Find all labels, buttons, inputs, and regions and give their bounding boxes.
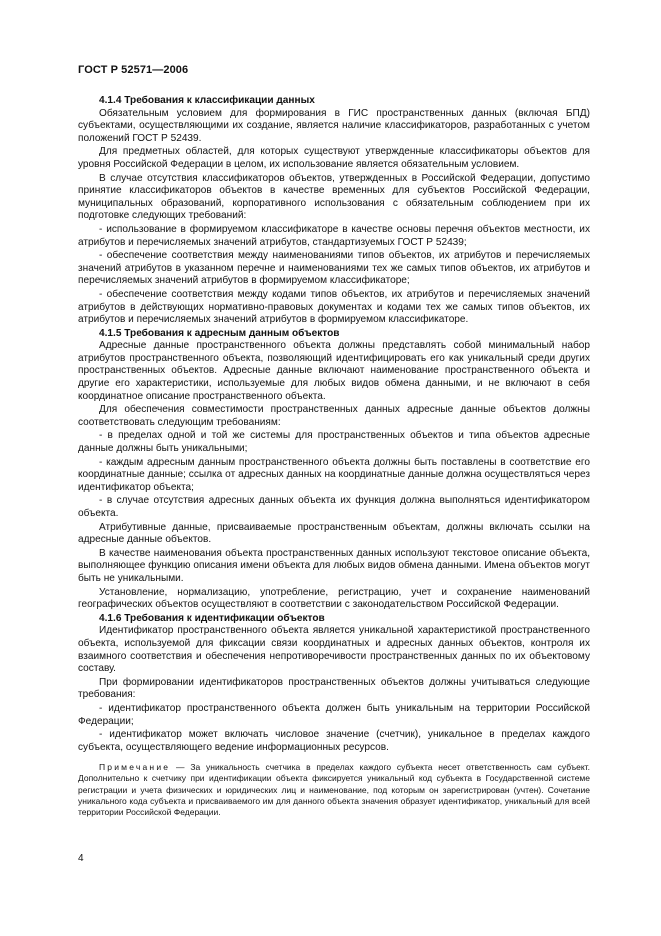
paragraph: Адресные данные пространственного объекта должны представлять собой минимальный набор атрибутов пространственного объекта, позволяющий идентифицировать его как уникальный среди других пространственных объектов. Адресные данные включают наименование пространственного объекта и другие его характеристики, используемые для любых видов обмена данными, и не включают в себя координатное описание пространственного объекта. — [78, 340, 590, 402]
paragraph: Для предметных областей, для которых существуют утвержденные классификаторы объектов для уровня Российской Федерации в целом, их использование является обязательным условием. — [78, 146, 590, 170]
paragraph: Идентификатор пространственного объекта является уникальной характеристикой пространственного объекта, используемой для фиксации связи координатных и адресных данных объектов, контроля их взаимного соответствия и обеспечения непротиворечивости пространственных данных по их объектовому составу. — [78, 625, 590, 675]
document-body — [78, 95, 590, 819]
section-heading-4-1-5: 4.1.5 Требования к адресным данным объектов — [99, 327, 340, 339]
list-item: - обеспечение соответствия между наименованиями типов объектов, их атрибутов и перечисляемых значений атрибутов в указанном перечне и наименованиями тех же самых типов объектов, их атрибутов и перечисляемых значений атрибутов в формируемом классификаторе; — [78, 250, 590, 287]
list-item: - обеспечение соответствия между кодами типов объектов, их атрибутов и перечисляемых значений атрибутов в действующих нормативно-правовых документах и кодами тех же самых типов объектов, их атрибутов и перечисляемых значений атрибутов в формируемом классификаторе. — [78, 288, 590, 326]
list-item: - идентификатор пространственного объекта должен быть уникальным на территории Российской Федерации; — [78, 702, 590, 727]
document-header: ГОСТ Р 52571—2006 — [78, 64, 189, 76]
note-label: Примечание — [99, 762, 171, 773]
list-item: - идентификатор может включать числовое значение (счетчик), уникальное в пределах каждого субъекта, осуществляющего ведение информационных ресурсов. — [78, 729, 590, 753]
paragraph: Атрибутивные данные, присваиваемые пространственным объектам, должны включать ссылки на адресные данные объектов. — [78, 521, 590, 546]
list-item: - в случае отсутствия адресных данных объекта их функция должна выполняться идентификатором объекта. — [78, 495, 590, 519]
list-item: - использование в формируемом классификаторе в качестве основы перечня объектов местности, их атрибутов и перечисляемых значений атрибутов, стандартизуемых ГОСТ Р 52439; — [78, 223, 590, 248]
note — [78, 762, 590, 818]
paragraph: В качестве наименования объекта пространственных данных используют текстовое описание объекта, выполняющее функцию описания имени объекта для любых видов обмена данными. Имена объектов могут быть не уникальными. — [78, 547, 590, 584]
paragraph: При формировании идентификаторов пространственных объектов должны учитываться следующие требования: — [78, 676, 590, 701]
paragraph: Для обеспечения совместимости пространственных данных адресные данные объектов должны соответствовать следующим требованиям: — [78, 404, 590, 428]
list-item: - в пределах одной и той же системы для пространственных объектов и типа объектов адресные данные должны быть уникальными; — [78, 430, 590, 455]
page-number: 4 — [78, 853, 84, 864]
paragraph: Обязательным условием для формирования в ГИС пространственных данных (включая БПД) субъектами, осуществляющими их создание, является наличие классификаторов, разработанных с учетом положений ГОСТ Р 52439. — [78, 107, 590, 144]
section-heading-4-1-4: 4.1.4 Требования к классификации данных — [99, 95, 315, 106]
paragraph: Установление, нормализацию, употребление, регистрацию, учет и сохранение наименований географических объектов осуществляют в соответствии с законодательством Российской Федерации. — [78, 586, 590, 611]
section-heading-4-1-6: 4.1.6 Требования к идентификации объектов — [99, 612, 325, 624]
list-item: - каждым адресным данным пространственного объекта должны быть поставлены в соответствие его координатные данные; ссылка от адресных данных на координатные данные должна осуществляться через идентификатор объекта; — [78, 456, 590, 493]
note-text: — За уникальность счетчика в пределах каждого субъекта несет ответственность сам субъект. Дополнительно к счетчику при идентификации объекта фиксируется уникальный код субъекта в Государственной системе регистрации и учета физических и юридических лиц и наименование, под которым он зарегистрирован (учтен). Сочетание уникального кода субъекта и присваиваемого им для данного объекта значения образует идентификатор, уникальный для всей территории Российской Федерации. — [78, 762, 590, 818]
paragraph: В случае отсутствия классификаторов объектов, утвержденных в Российской Федерации, допустимо принятие классификаторов объектов в качестве временных для субъектов Российской Федерации, муниципальных образований, корпоративного использования с обязательным соблюдением при их подготовке следующих требований: — [78, 172, 590, 222]
